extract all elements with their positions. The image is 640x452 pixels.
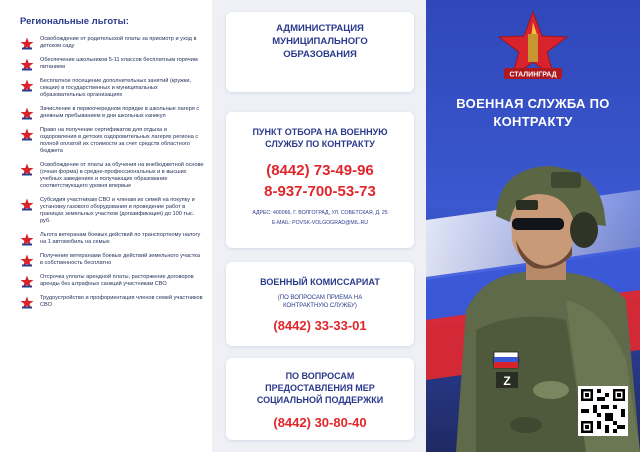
- red-star-icon: [20, 198, 34, 211]
- selection-point-address: АДРЕС: 400066, Г. ВОЛГОГРАД, УЛ. СОВЕТСКАЯ, Д. 25: [252, 210, 388, 216]
- benefit-text: Обеспечение школьников 5-11 классов бесплатным горячим питанием: [40, 57, 198, 70]
- qr-code-icon[interactable]: [578, 386, 628, 436]
- selection-point-phone-1[interactable]: (8442) 73-49-96: [266, 162, 374, 179]
- social-support-phone[interactable]: (8442) 30-80-40: [273, 415, 367, 430]
- benefit-text: Отсрочка уплаты арендной платы, расторжение договоров аренды без штрафных санкций участникам СВО: [40, 274, 194, 287]
- admin-title: АДМИНИСТРАЦИЯ МУНИЦИПАЛЬНОГО ОБРАЗОВАНИЯ: [272, 23, 368, 60]
- cover-panel: [426, 0, 640, 452]
- benefits-list: [20, 36, 204, 309]
- benefit-text: Освобождение от платы за обучения на внебюджетной основе (очная форма) в средне-профессиональных и в высших учебных заведениях и получающих образование соответствующего уровня впервые: [40, 162, 204, 189]
- benefit-text: Трудоустройство и профориентация членов семей участников СВО: [40, 295, 203, 308]
- patch-letter: Z: [503, 374, 511, 388]
- selection-point-phone-2[interactable]: 8-937-700-53-73: [264, 183, 376, 200]
- stalingrad-star-emblem-icon: [498, 10, 568, 88]
- benefits-column: [0, 0, 212, 452]
- benefit-text: Зачисление в первоочередном порядке в школьные лагеря с дневным пребыванием в дни школьных каникул: [40, 106, 200, 119]
- red-star-icon: [20, 58, 34, 71]
- red-star-icon: [20, 79, 34, 92]
- selection-point-email[interactable]: E-MAIL: POVSK-VOLGOGRAD@MIL.RU: [271, 220, 369, 226]
- contacts-column: [212, 0, 426, 452]
- commissariat-note: (ПО ВОПРОСАМ ПРИЕМА НА КОНТРАКТНУЮ СЛУЖБУ): [277, 295, 363, 309]
- benefit-item: [20, 274, 204, 288]
- commissariat-title: ВОЕННЫЙ КОМИССАРИАТ: [260, 277, 380, 287]
- red-star-icon: [20, 163, 34, 176]
- benefit-item: [20, 253, 204, 267]
- commissariat-card: [226, 262, 414, 346]
- benefit-text: Бесплатное посещение дополнительных занятий (кружки, секции) в государственных и муниципальных образовательных организациях: [40, 78, 192, 98]
- commissariat-phone[interactable]: (8442) 33-33-01: [273, 318, 367, 333]
- benefit-text: Субсидия участникам СВО и членам их семей на покупку и установку газового оборудования и проведение работ в границах земельных участков (догазификация) до 100 тыс. руб.: [40, 197, 195, 224]
- benefit-item: [20, 232, 204, 246]
- benefit-text: Право на получение сертификатов для отдыха и оздоровления в детских оздоровительных лагерях региона с полной оплатой их стоимости за счет средств областного бюджета: [40, 127, 199, 154]
- benefit-item: [20, 197, 204, 225]
- benefit-text: Получение ветеранами боевых действий земельного участка в собственность бесплатно: [40, 253, 200, 266]
- benefit-item: [20, 127, 204, 155]
- red-star-icon: [20, 107, 34, 120]
- social-support-card: [226, 358, 414, 440]
- selection-point-card: [226, 112, 414, 248]
- red-star-icon: [20, 233, 34, 246]
- benefit-text: Льгота ветеранам боевых действий по транспортному налогу на 1 автомобиль на семью: [40, 232, 201, 245]
- red-star-icon: [20, 275, 34, 288]
- red-star-icon: [20, 296, 34, 309]
- red-star-icon: [20, 254, 34, 267]
- benefit-item: [20, 78, 204, 99]
- benefit-text: Освобождение от родительской платы за присмотр и уход в детском саду: [40, 36, 197, 49]
- red-star-icon: [20, 37, 34, 50]
- social-support-title: ПО ВОПРОСАМ ПРЕДОСТАВЛЕНИЯ МЕР СОЦИАЛЬНОЙ ПОДДЕРЖКИ: [256, 371, 384, 405]
- benefit-item: [20, 295, 204, 309]
- red-star-icon: [20, 128, 34, 141]
- benefit-item: [20, 36, 204, 50]
- benefits-title: Региональные льготы:: [20, 16, 129, 27]
- selection-point-title: ПУНКТ ОТБОРА НА ВОЕННУЮ СЛУЖБУ ПО КОНТРАКТУ: [252, 127, 388, 149]
- benefit-item: [20, 106, 204, 120]
- emblem-label: СТАЛИНГРАД: [509, 71, 557, 79]
- cover-title: ВОЕННАЯ СЛУЖБА ПО КОНТРАКТУ: [456, 96, 610, 129]
- benefit-item: [20, 162, 204, 190]
- admin-card: [226, 12, 414, 92]
- benefit-item: [20, 57, 204, 71]
